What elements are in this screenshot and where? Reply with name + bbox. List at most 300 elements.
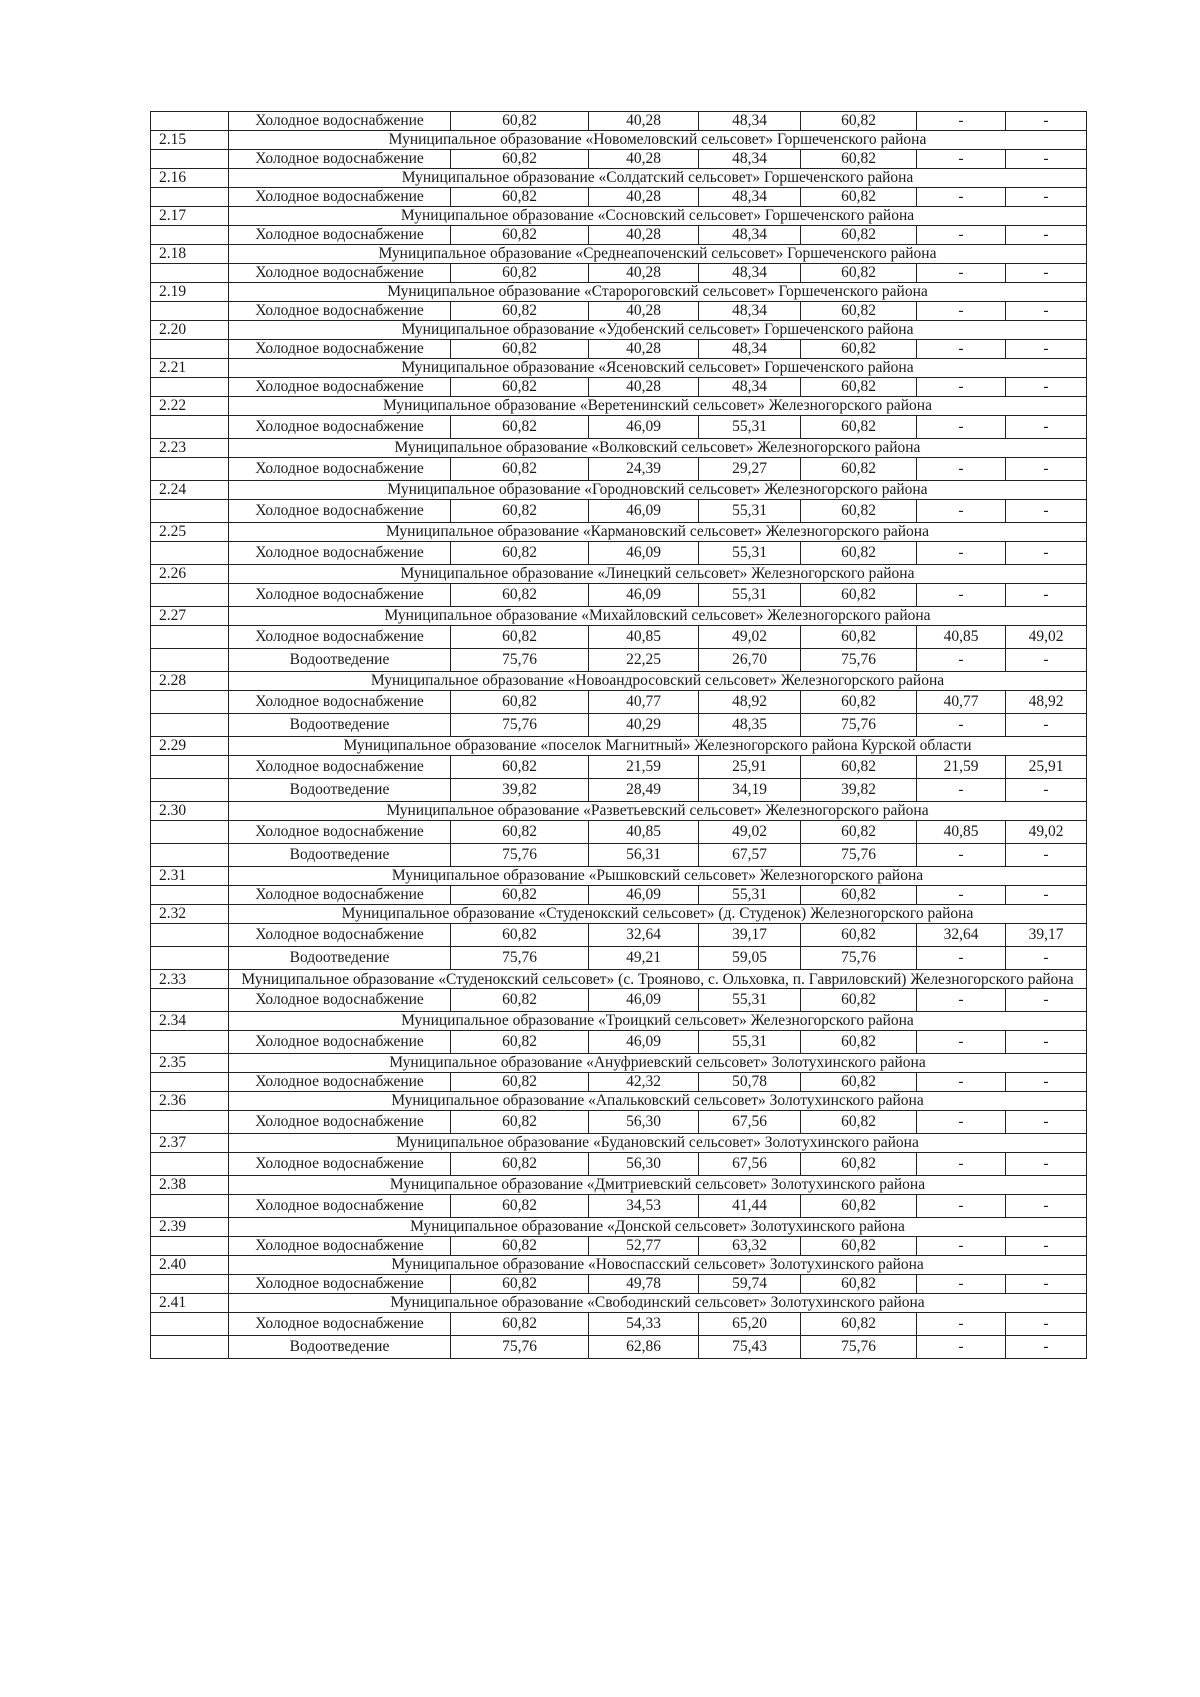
service-name: Холодное водоснабжение — [229, 756, 451, 779]
service-name: Холодное водоснабжение — [229, 1153, 451, 1176]
municipality-title: Муниципальное образование «Новоандросовский сельсовет» Железногорского района — [229, 672, 1087, 691]
tariff-value: 39,17 — [1006, 924, 1087, 947]
tariff-value: - — [1006, 378, 1087, 397]
tariff-value: 21,59 — [917, 756, 1006, 779]
tariff-value: 60,82 — [801, 1031, 917, 1054]
tariff-table-body — [151, 112, 1087, 1359]
tariff-value: - — [1006, 542, 1087, 565]
service-name: Холодное водоснабжение — [229, 1073, 451, 1092]
section-number: 2.17 — [151, 207, 229, 226]
row-number-cell — [151, 150, 229, 169]
tariff-value: 40,85 — [917, 821, 1006, 844]
row-number-cell — [151, 340, 229, 359]
tariff-value: 60,82 — [451, 1237, 589, 1256]
tariff-value: 46,09 — [589, 886, 699, 905]
tariff-value: 40,85 — [917, 626, 1006, 649]
tariff-value: 25,91 — [699, 756, 801, 779]
service-name: Водоотведение — [229, 714, 451, 737]
service-name: Холодное водоснабжение — [229, 542, 451, 565]
tariff-row — [151, 1275, 1087, 1294]
tariff-row — [151, 714, 1087, 737]
tariff-value: 67,56 — [699, 1111, 801, 1134]
tariff-value: 40,28 — [589, 340, 699, 359]
tariff-value: 75,76 — [801, 947, 917, 970]
tariff-row — [151, 1073, 1087, 1092]
municipality-title: Муниципальное образование «Новоспасский сельсовет» Золотухинского района — [229, 1256, 1087, 1275]
tariff-value: 60,82 — [451, 756, 589, 779]
tariff-value: - — [1006, 264, 1087, 283]
tariff-value: 60,82 — [801, 542, 917, 565]
service-name: Холодное водоснабжение — [229, 626, 451, 649]
section-header-row — [151, 481, 1087, 500]
tariff-row — [151, 989, 1087, 1012]
row-number-cell — [151, 302, 229, 321]
service-name: Холодное водоснабжение — [229, 378, 451, 397]
tariff-value: 67,56 — [699, 1153, 801, 1176]
tariff-value: 34,53 — [589, 1195, 699, 1218]
municipality-title: Муниципальное образование «Донской сельсовет» Золотухинского района — [229, 1218, 1087, 1237]
tariff-value: 42,32 — [589, 1073, 699, 1092]
section-number: 2.40 — [151, 1256, 229, 1275]
tariff-value: 40,28 — [589, 150, 699, 169]
tariff-value: 48,92 — [1006, 691, 1087, 714]
tariff-value: - — [1006, 500, 1087, 523]
tariff-value: 46,09 — [589, 989, 699, 1012]
row-number-cell — [151, 626, 229, 649]
section-number: 2.16 — [151, 169, 229, 188]
municipality-title: Муниципальное образование «Будановский сельсовет» Золотухинского района — [229, 1134, 1087, 1153]
row-number-cell — [151, 1336, 229, 1359]
section-number: 2.36 — [151, 1092, 229, 1111]
section-header-row — [151, 737, 1087, 756]
section-header-row — [151, 1092, 1087, 1111]
row-number-cell — [151, 989, 229, 1012]
section-number: 2.23 — [151, 439, 229, 458]
tariff-value: 60,82 — [451, 150, 589, 169]
tariff-value: - — [917, 188, 1006, 207]
service-name: Холодное водоснабжение — [229, 264, 451, 283]
tariff-value: 60,82 — [801, 756, 917, 779]
section-number: 2.27 — [151, 607, 229, 626]
row-number-cell — [151, 947, 229, 970]
tariff-value: - — [917, 150, 1006, 169]
tariff-value: 55,31 — [699, 542, 801, 565]
tariff-row — [151, 924, 1087, 947]
tariff-value: - — [1006, 340, 1087, 359]
tariff-value: 46,09 — [589, 500, 699, 523]
tariff-value: 40,28 — [589, 378, 699, 397]
tariff-table — [150, 111, 1087, 1359]
service-name: Водоотведение — [229, 779, 451, 802]
municipality-title: Муниципальное образование «Среднеапоченский сельсовет» Горшеченского района — [229, 245, 1087, 264]
tariff-row — [151, 886, 1087, 905]
tariff-value: 46,09 — [589, 584, 699, 607]
section-header-row — [151, 1176, 1087, 1195]
tariff-value: 60,82 — [451, 340, 589, 359]
tariff-value: 55,31 — [699, 416, 801, 439]
tariff-value: - — [917, 714, 1006, 737]
row-number-cell — [151, 1275, 229, 1294]
tariff-value: 25,91 — [1006, 756, 1087, 779]
municipality-title: Муниципальное образование «Апальковский сельсовет» Золотухинского района — [229, 1092, 1087, 1111]
section-number: 2.20 — [151, 321, 229, 340]
section-header-row — [151, 321, 1087, 340]
tariff-value: - — [1006, 458, 1087, 481]
tariff-value: - — [917, 1275, 1006, 1294]
section-header-row — [151, 672, 1087, 691]
tariff-value: - — [917, 1336, 1006, 1359]
tariff-value: 60,82 — [801, 416, 917, 439]
service-name: Холодное водоснабжение — [229, 691, 451, 714]
tariff-value: - — [917, 1111, 1006, 1134]
municipality-title: Муниципальное образование «Троицкий сельсовет» Железногорского района — [229, 1012, 1087, 1031]
tariff-row — [151, 779, 1087, 802]
tariff-value: 75,76 — [801, 1336, 917, 1359]
section-number: 2.41 — [151, 1294, 229, 1313]
tariff-value: - — [1006, 188, 1087, 207]
tariff-value: 60,82 — [451, 188, 589, 207]
row-number-cell — [151, 779, 229, 802]
tariff-value: - — [1006, 1031, 1087, 1054]
tariff-value: 59,74 — [699, 1275, 801, 1294]
tariff-value: - — [1006, 1275, 1087, 1294]
tariff-value: - — [1006, 1153, 1087, 1176]
tariff-value: 49,02 — [1006, 626, 1087, 649]
row-number-cell — [151, 1313, 229, 1336]
section-header-row — [151, 1054, 1087, 1073]
service-name: Холодное водоснабжение — [229, 584, 451, 607]
tariff-value: 60,82 — [451, 924, 589, 947]
service-name: Водоотведение — [229, 844, 451, 867]
tariff-value: 60,82 — [801, 1111, 917, 1134]
tariff-value: 46,09 — [589, 416, 699, 439]
tariff-row — [151, 188, 1087, 207]
tariff-value: - — [1006, 779, 1087, 802]
tariff-value: 26,70 — [699, 649, 801, 672]
service-name: Холодное водоснабжение — [229, 924, 451, 947]
service-name: Холодное водоснабжение — [229, 458, 451, 481]
tariff-value: - — [1006, 1313, 1087, 1336]
tariff-value: - — [917, 416, 1006, 439]
tariff-value: - — [917, 340, 1006, 359]
tariff-value: - — [917, 542, 1006, 565]
tariff-row — [151, 500, 1087, 523]
tariff-value: - — [917, 112, 1006, 131]
tariff-row — [151, 1153, 1087, 1176]
tariff-value: 49,21 — [589, 947, 699, 970]
tariff-value: 60,82 — [801, 150, 917, 169]
tariff-value: - — [917, 1153, 1006, 1176]
municipality-title: Муниципальное образование «Дмитриевский сельсовет» Золотухинского района — [229, 1176, 1087, 1195]
tariff-value: 60,82 — [451, 302, 589, 321]
tariff-value: 24,39 — [589, 458, 699, 481]
tariff-value: 60,82 — [801, 340, 917, 359]
tariff-value: - — [917, 226, 1006, 245]
tariff-value: 60,82 — [801, 226, 917, 245]
service-name: Холодное водоснабжение — [229, 150, 451, 169]
tariff-value: 60,82 — [451, 1031, 589, 1054]
tariff-value: 48,34 — [699, 226, 801, 245]
municipality-title: Муниципальное образование «Михайловский сельсовет» Железногорского района — [229, 607, 1087, 626]
section-header-row — [151, 439, 1087, 458]
section-header-row — [151, 802, 1087, 821]
tariff-value: 75,76 — [451, 947, 589, 970]
tariff-value: 40,28 — [589, 302, 699, 321]
tariff-value: 56,30 — [589, 1153, 699, 1176]
tariff-value: - — [917, 302, 1006, 321]
row-number-cell — [151, 924, 229, 947]
tariff-value: 48,34 — [699, 188, 801, 207]
tariff-value: 55,31 — [699, 989, 801, 1012]
row-number-cell — [151, 649, 229, 672]
tariff-value: - — [1006, 150, 1087, 169]
tariff-value: - — [917, 584, 1006, 607]
tariff-value: 60,82 — [451, 1073, 589, 1092]
tariff-row — [151, 756, 1087, 779]
section-header-row — [151, 867, 1087, 886]
municipality-title: Муниципальное образование «Кармановский сельсовет» Железногорского района — [229, 523, 1087, 542]
tariff-value: 49,02 — [1006, 821, 1087, 844]
tariff-value: - — [917, 1313, 1006, 1336]
tariff-value: 75,76 — [451, 844, 589, 867]
tariff-value: 60,82 — [451, 1153, 589, 1176]
tariff-value: - — [917, 1031, 1006, 1054]
municipality-title: Муниципальное образование «Городновский сельсовет» Железногорского района — [229, 481, 1087, 500]
tariff-value: 49,02 — [699, 821, 801, 844]
tariff-value: 34,19 — [699, 779, 801, 802]
municipality-title: Муниципальное образование «Волковский сельсовет» Железногорского района — [229, 439, 1087, 458]
tariff-value: - — [1006, 302, 1087, 321]
tariff-value: - — [917, 989, 1006, 1012]
section-header-row — [151, 905, 1087, 924]
tariff-value: 48,34 — [699, 340, 801, 359]
tariff-value: - — [1006, 649, 1087, 672]
tariff-value: 40,85 — [589, 626, 699, 649]
tariff-row — [151, 264, 1087, 283]
tariff-value: 56,31 — [589, 844, 699, 867]
section-number: 2.24 — [151, 481, 229, 500]
tariff-value: 48,35 — [699, 714, 801, 737]
tariff-value: 60,82 — [451, 264, 589, 283]
tariff-row — [151, 1313, 1087, 1336]
row-number-cell — [151, 821, 229, 844]
tariff-row — [151, 844, 1087, 867]
tariff-value: - — [917, 844, 1006, 867]
tariff-value: 40,28 — [589, 112, 699, 131]
tariff-value: 60,82 — [451, 1111, 589, 1134]
tariff-value: 29,27 — [699, 458, 801, 481]
service-name: Холодное водоснабжение — [229, 1237, 451, 1256]
tariff-value: 60,82 — [451, 626, 589, 649]
tariff-value: 60,82 — [801, 458, 917, 481]
tariff-value: - — [917, 378, 1006, 397]
municipality-title: Муниципальное образование «Веретенинский сельсовет» Железногорского района — [229, 397, 1087, 416]
tariff-value: 60,82 — [451, 500, 589, 523]
section-number: 2.32 — [151, 905, 229, 924]
tariff-value: 48,34 — [699, 150, 801, 169]
service-name: Холодное водоснабжение — [229, 821, 451, 844]
service-name: Холодное водоснабжение — [229, 416, 451, 439]
service-name: Холодное водоснабжение — [229, 112, 451, 131]
service-name: Холодное водоснабжение — [229, 989, 451, 1012]
tariff-row — [151, 1195, 1087, 1218]
tariff-value: 40,77 — [589, 691, 699, 714]
section-number: 2.30 — [151, 802, 229, 821]
tariff-value: 40,28 — [589, 188, 699, 207]
row-number-cell — [151, 1195, 229, 1218]
section-header-row — [151, 1256, 1087, 1275]
tariff-value: 60,82 — [801, 584, 917, 607]
tariff-value: 48,34 — [699, 378, 801, 397]
tariff-value: 32,64 — [917, 924, 1006, 947]
tariff-value: 60,82 — [451, 112, 589, 131]
tariff-value: - — [1006, 714, 1087, 737]
section-number: 2.31 — [151, 867, 229, 886]
tariff-value: 60,82 — [451, 1195, 589, 1218]
row-number-cell — [151, 416, 229, 439]
tariff-value: 65,20 — [699, 1313, 801, 1336]
tariff-value: - — [1006, 947, 1087, 970]
service-name: Холодное водоснабжение — [229, 1275, 451, 1294]
tariff-value: 40,29 — [589, 714, 699, 737]
service-name: Холодное водоснабжение — [229, 188, 451, 207]
service-name: Холодное водоснабжение — [229, 1031, 451, 1054]
section-number: 2.39 — [151, 1218, 229, 1237]
tariff-row — [151, 1031, 1087, 1054]
section-header-row — [151, 397, 1087, 416]
tariff-value: - — [917, 500, 1006, 523]
tariff-value: 59,05 — [699, 947, 801, 970]
tariff-value: 40,28 — [589, 264, 699, 283]
section-number: 2.15 — [151, 131, 229, 150]
tariff-value: - — [1006, 844, 1087, 867]
section-header-row — [151, 207, 1087, 226]
section-header-row — [151, 1294, 1087, 1313]
section-number: 2.38 — [151, 1176, 229, 1195]
tariff-value: - — [1006, 584, 1087, 607]
tariff-value: 60,82 — [801, 691, 917, 714]
municipality-title: Муниципальное образование «Сосновский сельсовет» Горшеченского района — [229, 207, 1087, 226]
row-number-cell — [151, 500, 229, 523]
municipality-title: Муниципальное образование «Студенокский сельсовет» (д. Студенок) Железногорского района — [229, 905, 1087, 924]
section-number: 2.35 — [151, 1054, 229, 1073]
tariff-value: 60,82 — [451, 691, 589, 714]
row-number-cell — [151, 188, 229, 207]
tariff-value: 75,76 — [451, 1336, 589, 1359]
tariff-value: 46,09 — [589, 1031, 699, 1054]
section-header-row — [151, 245, 1087, 264]
section-header-row — [151, 169, 1087, 188]
municipality-title: Муниципальное образование «Ануфриевский сельсовет» Золотухинского района — [229, 1054, 1087, 1073]
tariff-value: 75,76 — [801, 714, 917, 737]
tariff-value: 60,82 — [801, 188, 917, 207]
tariff-value: - — [917, 779, 1006, 802]
tariff-value: 60,82 — [801, 989, 917, 1012]
tariff-value: 48,92 — [699, 691, 801, 714]
service-name: Холодное водоснабжение — [229, 226, 451, 245]
tariff-value: 55,31 — [699, 584, 801, 607]
tariff-row — [151, 1237, 1087, 1256]
tariff-value: - — [1006, 1073, 1087, 1092]
tariff-row — [151, 226, 1087, 245]
municipality-title: Муниципальное образование «Новомеловский сельсовет» Горшеченского района — [229, 131, 1087, 150]
tariff-value: 60,82 — [451, 542, 589, 565]
section-number: 2.25 — [151, 523, 229, 542]
tariff-row — [151, 584, 1087, 607]
tariff-row — [151, 691, 1087, 714]
section-header-row — [151, 359, 1087, 378]
tariff-value: 49,02 — [699, 626, 801, 649]
tariff-value: 41,44 — [699, 1195, 801, 1218]
row-number-cell — [151, 112, 229, 131]
tariff-value: - — [917, 264, 1006, 283]
tariff-value: 60,82 — [451, 989, 589, 1012]
municipality-title: Муниципальное образование «поселок Магнитный» Железногорского района Курской области — [229, 737, 1087, 756]
section-number: 2.28 — [151, 672, 229, 691]
tariff-value: 55,31 — [699, 886, 801, 905]
tariff-value: 60,82 — [801, 1153, 917, 1176]
tariff-value: 60,82 — [451, 821, 589, 844]
row-number-cell — [151, 1031, 229, 1054]
section-header-row — [151, 970, 1087, 989]
service-name: Водоотведение — [229, 947, 451, 970]
tariff-value: 21,59 — [589, 756, 699, 779]
tariff-row — [151, 626, 1087, 649]
tariff-value: 75,76 — [451, 649, 589, 672]
row-number-cell — [151, 226, 229, 245]
municipality-title: Муниципальное образование «Свободинский сельсовет» Золотухинского района — [229, 1294, 1087, 1313]
tariff-value: 60,82 — [801, 821, 917, 844]
section-number: 2.21 — [151, 359, 229, 378]
tariff-value: 60,82 — [451, 886, 589, 905]
tariff-value: - — [1006, 989, 1087, 1012]
municipality-title: Муниципальное образование «Удобенский сельсовет» Горшеченского района — [229, 321, 1087, 340]
section-number: 2.29 — [151, 737, 229, 756]
section-header-row — [151, 565, 1087, 584]
row-number-cell — [151, 1111, 229, 1134]
tariff-value: 75,76 — [451, 714, 589, 737]
row-number-cell — [151, 584, 229, 607]
section-number: 2.22 — [151, 397, 229, 416]
tariff-value: 60,82 — [801, 1073, 917, 1092]
tariff-value: - — [1006, 1111, 1087, 1134]
tariff-value: 60,82 — [801, 1313, 917, 1336]
row-number-cell — [151, 458, 229, 481]
tariff-row — [151, 378, 1087, 397]
tariff-value: 75,76 — [801, 649, 917, 672]
tariff-value: 48,34 — [699, 302, 801, 321]
tariff-value: 60,82 — [451, 458, 589, 481]
section-number: 2.33 — [151, 970, 229, 989]
tariff-value: 60,82 — [801, 500, 917, 523]
tariff-row — [151, 302, 1087, 321]
tariff-value: 39,82 — [451, 779, 589, 802]
section-number: 2.19 — [151, 283, 229, 302]
municipality-title: Муниципальное образование «Линецкий сельсовет» Железногорского района — [229, 565, 1087, 584]
row-number-cell — [151, 691, 229, 714]
tariff-value: 75,43 — [699, 1336, 801, 1359]
tariff-value: 50,78 — [699, 1073, 801, 1092]
tariff-value: 60,82 — [801, 924, 917, 947]
tariff-value: - — [1006, 226, 1087, 245]
tariff-value: 60,82 — [801, 626, 917, 649]
row-number-cell — [151, 756, 229, 779]
row-number-cell — [151, 1153, 229, 1176]
tariff-value: 67,57 — [699, 844, 801, 867]
tariff-value: 40,28 — [589, 226, 699, 245]
tariff-row — [151, 340, 1087, 359]
tariff-value: 60,82 — [801, 1275, 917, 1294]
